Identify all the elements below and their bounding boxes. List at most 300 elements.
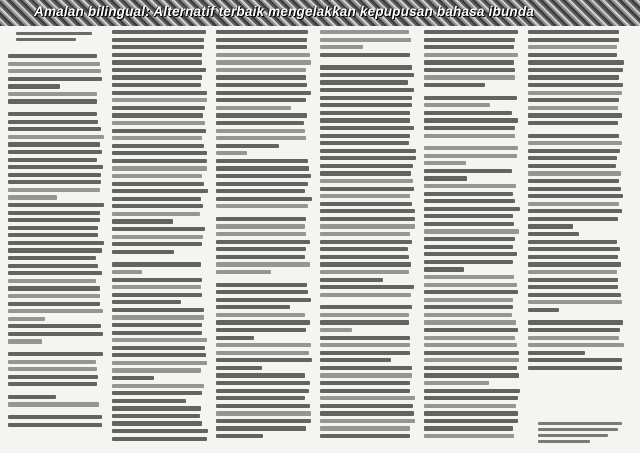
text-line [216, 121, 304, 125]
text-line [320, 96, 412, 100]
text-line [528, 366, 622, 370]
text-line [424, 396, 518, 400]
text-line [216, 98, 306, 102]
text-line [320, 156, 416, 160]
text-line [528, 38, 619, 42]
text-line [8, 256, 96, 260]
text-line [528, 121, 618, 125]
text-line [8, 54, 97, 58]
text-line [216, 91, 311, 95]
text-line [112, 182, 204, 186]
text-line [320, 217, 415, 221]
text-line [8, 352, 103, 356]
text-line [424, 176, 467, 180]
text-line [424, 381, 489, 385]
article-title: Amalan bilingual: Alternatif terbaik mengelakkan kepupusan bahasa ibunda [34, 4, 535, 19]
footnote [538, 422, 628, 446]
text-line [424, 192, 513, 196]
text-line [320, 328, 352, 332]
text-line [320, 53, 410, 57]
text-line [216, 232, 306, 236]
text-line [424, 30, 518, 34]
text-line [528, 278, 618, 282]
text-line [8, 62, 100, 66]
text-line [424, 60, 514, 64]
text-line [216, 404, 310, 408]
text-line [320, 320, 409, 324]
text-line [216, 373, 305, 377]
text-line [112, 159, 207, 163]
text-line [112, 136, 202, 140]
text-line [216, 247, 306, 251]
text-line [528, 328, 620, 332]
text-line [424, 75, 515, 79]
text-column-5 [424, 30, 520, 448]
text-line [8, 233, 98, 237]
text-line [424, 283, 517, 287]
text-line [424, 146, 518, 150]
text-line [424, 267, 464, 271]
text-line [8, 211, 100, 215]
text-column-4 [320, 30, 416, 448]
text-line [216, 182, 308, 186]
text-line [112, 270, 142, 274]
text-line [8, 375, 98, 379]
text-line [320, 149, 416, 153]
text-line [320, 255, 409, 259]
text-line [424, 411, 518, 415]
text-line [528, 98, 619, 102]
text-line [424, 199, 515, 203]
text-line [424, 373, 519, 377]
text-line [216, 381, 310, 385]
text-line [216, 434, 263, 438]
text-line [216, 60, 311, 64]
text-line [8, 203, 104, 207]
text-line [424, 154, 517, 158]
text-line [424, 103, 490, 107]
text-line [8, 402, 99, 406]
paragraph-break [216, 278, 312, 283]
text-line [424, 419, 518, 423]
text-line [216, 159, 308, 163]
text-line [320, 343, 410, 347]
text-line [424, 96, 517, 100]
text-line [112, 353, 206, 357]
text-line [320, 389, 410, 393]
text-line [320, 381, 410, 385]
text-line [112, 376, 154, 380]
text-line [216, 174, 311, 178]
text-line [528, 217, 618, 221]
text-line [112, 30, 206, 34]
text-line [112, 361, 207, 365]
text-line [424, 45, 514, 49]
text-line [112, 151, 207, 155]
text-line [8, 150, 102, 154]
text-line [8, 241, 104, 245]
text-line [112, 91, 207, 95]
text-line [216, 30, 308, 34]
text-line [112, 129, 206, 133]
text-line [528, 320, 623, 324]
text-line [320, 88, 414, 92]
paragraph-break [424, 91, 520, 96]
text-line [112, 45, 204, 49]
text-line [112, 429, 208, 433]
text-line [8, 415, 102, 419]
text-line [216, 320, 310, 324]
text-line [320, 194, 410, 198]
text-line [216, 305, 290, 309]
text-line [528, 358, 622, 362]
text-line [528, 171, 621, 175]
text-line [112, 437, 207, 441]
text-line [216, 45, 307, 49]
text-column-1 [8, 54, 104, 448]
text-line [216, 136, 306, 140]
text-line [112, 308, 204, 312]
text-line [528, 30, 619, 34]
text-line [8, 188, 100, 192]
text-line [112, 346, 205, 350]
text-line [528, 300, 622, 304]
text-line [112, 293, 202, 297]
text-line [320, 434, 410, 438]
text-line [320, 187, 414, 191]
text-line [216, 270, 271, 274]
text-line [424, 351, 519, 355]
paragraph-break [528, 129, 624, 134]
text-line [320, 80, 408, 84]
text-line [320, 358, 391, 362]
text-line [8, 286, 100, 290]
text-line [112, 242, 202, 246]
text-line [424, 336, 515, 340]
text-line [528, 83, 623, 87]
text-line [112, 113, 203, 117]
text-line [528, 224, 573, 228]
text-line [8, 120, 98, 124]
text-line [216, 328, 306, 332]
text-line [216, 197, 312, 201]
text-line [112, 166, 207, 170]
article-body [8, 30, 632, 448]
text-line [112, 384, 204, 388]
text-line [528, 336, 619, 340]
text-line [216, 290, 308, 294]
text-line [320, 126, 414, 130]
text-line [8, 423, 102, 427]
text-line [112, 53, 202, 57]
text-line [528, 68, 623, 72]
text-line [8, 173, 101, 177]
text-line [320, 336, 410, 340]
text-line [216, 419, 311, 423]
text-line [8, 142, 100, 146]
text-line [424, 161, 466, 165]
text-line [8, 332, 103, 336]
text-line [528, 75, 619, 79]
text-line [528, 194, 623, 198]
text-line [112, 300, 181, 304]
text-line [112, 250, 174, 254]
text-line [320, 103, 412, 107]
text-line [528, 156, 617, 160]
text-line [8, 279, 96, 283]
text-line [320, 73, 414, 77]
text-line [320, 171, 411, 175]
text-line [112, 106, 205, 110]
text-line [528, 141, 622, 145]
text-line [8, 127, 101, 131]
text-line [112, 38, 204, 42]
text-line [8, 69, 101, 73]
text-line [320, 224, 415, 228]
text-line [8, 302, 100, 306]
text-line [424, 434, 514, 438]
text-line [424, 68, 515, 72]
text-line [528, 45, 617, 49]
text-line [528, 285, 618, 289]
text-line [216, 113, 307, 117]
text-line [424, 252, 517, 256]
text-line [216, 389, 309, 393]
text-line [8, 165, 103, 169]
text-line [528, 164, 616, 168]
text-line [216, 283, 307, 287]
text-line [424, 53, 518, 57]
text-line [424, 118, 518, 122]
text-line [528, 232, 579, 236]
text-line [8, 264, 98, 268]
text-line [216, 217, 306, 221]
text-line [112, 406, 201, 410]
text-line [216, 166, 309, 170]
text-line [112, 60, 202, 64]
text-line [528, 247, 620, 251]
text-line [8, 360, 96, 364]
text-line [112, 212, 200, 216]
text-line [112, 197, 201, 201]
text-line [112, 323, 202, 327]
text-line [424, 245, 513, 249]
text-line [528, 60, 624, 64]
text-line [216, 411, 311, 415]
text-line [112, 75, 202, 79]
text-line [216, 426, 306, 430]
text-line [320, 202, 412, 206]
text-line [112, 285, 201, 289]
text-line [216, 106, 291, 110]
text-line [320, 209, 415, 213]
text-line [216, 53, 310, 57]
text-line [112, 421, 202, 425]
text-line [8, 324, 101, 328]
text-line [320, 179, 413, 183]
text-line [112, 121, 205, 125]
text-line [320, 426, 410, 430]
text-line [112, 98, 207, 102]
text-line [112, 278, 202, 282]
text-line [320, 240, 412, 244]
text-line [320, 247, 408, 251]
text-line [528, 343, 624, 347]
text-column-3 [216, 30, 312, 448]
text-line [528, 308, 559, 312]
text-line [424, 83, 485, 87]
text-line [112, 219, 173, 223]
text-line [8, 339, 42, 343]
text-line [320, 262, 411, 266]
text-line [112, 204, 203, 208]
text-line [320, 313, 409, 317]
text-line [8, 158, 97, 162]
text-line [528, 91, 622, 95]
text-line [8, 112, 97, 116]
text-column-6 [528, 30, 624, 386]
text-line [8, 309, 103, 313]
text-line [424, 343, 517, 347]
text-line [112, 174, 202, 178]
text-line [8, 77, 102, 81]
text-line [320, 164, 413, 168]
text-line [216, 336, 254, 340]
text-line [216, 313, 305, 317]
text-line [528, 255, 618, 259]
text-line [320, 232, 410, 236]
text-line [528, 209, 622, 213]
text-line [112, 68, 206, 72]
text-line [8, 92, 97, 96]
text-line [424, 298, 513, 302]
text-line [424, 305, 513, 309]
text-line [8, 226, 98, 230]
text-line [320, 305, 412, 309]
text-line [424, 313, 512, 317]
byline [16, 32, 96, 50]
text-line [112, 368, 201, 372]
text-line [8, 367, 97, 371]
text-line [528, 113, 622, 117]
text-line [424, 38, 515, 42]
text-line [424, 207, 520, 211]
text-line [112, 399, 186, 403]
text-line [216, 129, 305, 133]
text-line [112, 144, 204, 148]
text-line [528, 202, 619, 206]
text-line [528, 134, 619, 138]
text-line [320, 111, 410, 115]
text-line [216, 351, 309, 355]
text-line [320, 270, 409, 274]
text-line [320, 45, 363, 49]
text-line [424, 389, 520, 393]
text-line [8, 271, 102, 275]
text-line [216, 68, 306, 72]
text-line [424, 426, 513, 430]
text-line [320, 38, 411, 42]
text-line [8, 99, 97, 103]
text-column-2 [112, 30, 208, 448]
text-line [320, 293, 411, 297]
text-line [424, 290, 518, 294]
text-line [216, 262, 310, 266]
text-line [528, 106, 618, 110]
text-line [8, 395, 56, 399]
text-line [216, 343, 311, 347]
text-line [8, 317, 45, 321]
text-line [8, 180, 101, 184]
text-line [8, 248, 102, 252]
text-line [112, 189, 208, 193]
text-line [112, 83, 201, 87]
text-line [8, 84, 60, 88]
text-line [216, 83, 307, 87]
text-line [424, 237, 515, 241]
text-line [320, 30, 409, 34]
text-line [320, 285, 414, 289]
text-line [528, 149, 620, 153]
text-line [112, 315, 204, 319]
text-line [112, 414, 200, 418]
text-line [8, 294, 100, 298]
text-line [424, 111, 512, 115]
text-line [320, 373, 412, 377]
text-line [424, 229, 519, 233]
text-line [424, 260, 513, 264]
text-line [320, 351, 410, 355]
text-line [320, 134, 410, 138]
text-line [112, 235, 203, 239]
text-line [528, 293, 621, 297]
text-line [320, 404, 413, 408]
text-line [424, 134, 515, 138]
text-line [112, 391, 202, 395]
text-line [112, 227, 205, 231]
text-line [216, 189, 305, 193]
text-line [112, 338, 207, 342]
article-banner [0, 0, 640, 26]
text-line [528, 187, 621, 191]
text-line [320, 419, 415, 423]
text-line [216, 240, 310, 244]
text-line [528, 179, 619, 183]
text-line [320, 141, 409, 145]
text-line [216, 255, 305, 259]
text-line [424, 320, 516, 324]
text-line [216, 151, 247, 155]
text-line [320, 65, 412, 69]
text-line [528, 262, 621, 266]
text-line [216, 366, 262, 370]
text-line [320, 278, 383, 282]
text-line [424, 169, 512, 173]
text-line [424, 184, 516, 188]
text-line [216, 396, 305, 400]
text-line [424, 328, 518, 332]
text-line [320, 366, 412, 370]
text-line [8, 382, 97, 386]
text-line [528, 351, 585, 355]
text-line [216, 298, 311, 302]
text-line [528, 270, 617, 274]
text-line [424, 275, 514, 279]
text-line [528, 240, 617, 244]
text-line [424, 366, 517, 370]
text-line [112, 331, 202, 335]
text-line [216, 224, 305, 228]
